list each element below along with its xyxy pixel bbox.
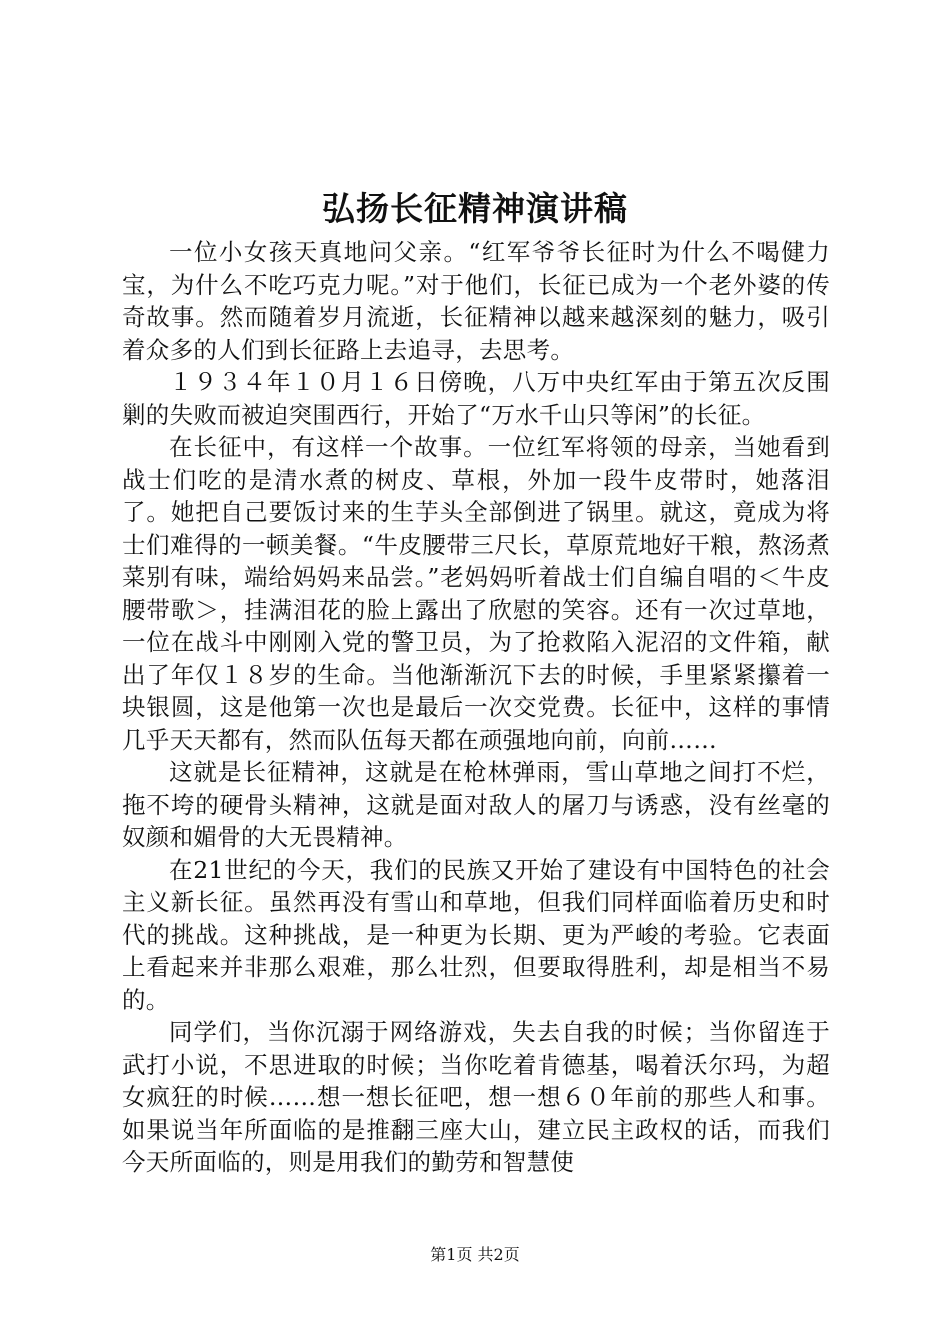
- document-title: 弘扬长征精神演讲稿: [322, 189, 628, 228]
- paragraph-4: 这就是长征精神，这就是在枪林弹雨，雪山草地之间打不烂，拖不垮的硬骨头精神，这就是面对敌人的屠刀与诱惑，没有丝毫的奴颜和媚骨的大无畏精神。: [122, 758, 830, 851]
- document-body: [122, 236, 830, 1179]
- paragraph-1: 一位小女孩天真地问父亲。“红军爷爷长征时为什么不喝健力宝，为什么不吃巧克力呢。”对于他们，长征已成为一个老外婆的传奇故事。然而随着岁月流逝，长征精神以越来越深刻的魅力，吸引着众多的人们到长征路上去追寻，去思考。: [122, 238, 830, 364]
- paragraph-3: 在长征中，有这样一个故事。一位红军将领的母亲，当她看到战士们吃的是清水煮的树皮、草根，外加一段牛皮带时，她落泪了。她把自己要饭讨来的生芋头全部倒进了锅里。就这，竟成为将士们难得的一顿美餐。“牛皮腰带三尺长，草原荒地好干粮，熬汤煮菜别有味，端给妈妈来品尝。”老妈妈听着战士们自编自唱的＜牛皮腰带歌＞，挂满泪花的脸上露出了欣慰的笑容。还有一次过草地，一位在战斗中刚刚入党的警卫员，为了抢救陷入泥沼的文件箱，献出了年仅１８岁的生命。当他渐渐沉下去的时候，手里紧紧攥着一块银圆，这是他第一次也是最后一次交党费。长征中，这样的事情几乎天天都有，然而队伍每天都在顽强地向前，向前……: [122, 433, 830, 754]
- page-number-footer: 第1页 共2页: [430, 1245, 520, 1264]
- paragraph-6: 同学们，当你沉溺于网络游戏，失去自我的时候；当你留连于武打小说，不思进取的时候；当你吃着肯德基，喝着沃尔玛，为超女疯狂的时候……想一想长征吧，想一想６０年前的那些人和事。如果说当年所面临的是推翻三座大山，建立民主政权的话，而我们今天所面临的，则是用我们的勤劳和智慧使: [122, 1018, 830, 1176]
- paragraph-5: 在21世纪的今天，我们的民族又开始了建设有中国特色的社会主义新长征。虽然再没有雪山和草地，但我们同样面临着历史和时代的挑战。这种挑战，是一种更为长期、更为严峻的考验。它表面上看起来并非那么艰难，那么壮烈，但要取得胜利，却是相当不易的。: [122, 855, 830, 1014]
- paragraph-2: １９３４年１０月１６日傍晚，八万中央红军由于第五次反围剿的失败而被迫突围西行，开始了“万水千山只等闲”的长征。: [122, 368, 830, 429]
